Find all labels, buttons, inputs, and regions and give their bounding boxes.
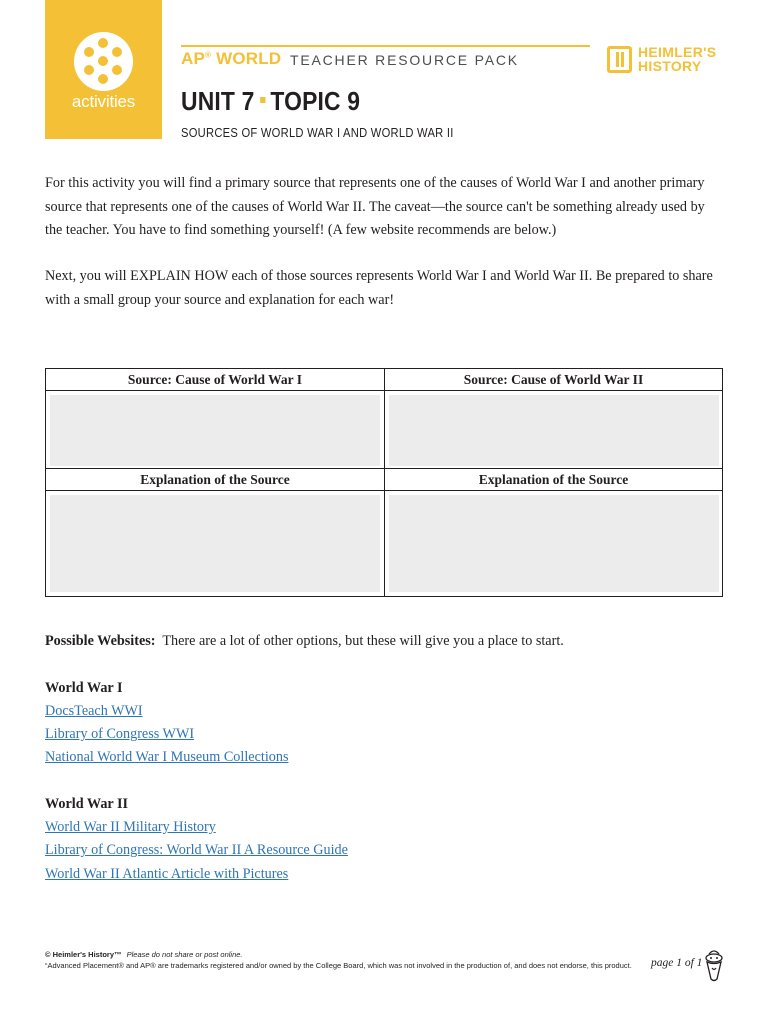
ww1-links-title: World War I <box>45 680 123 696</box>
intro-paragraph-2: Next, you will EXPLAIN HOW each of those sources represents World War I and World War II. Be prepared to share with a small group your source and explanation for each war! <box>45 268 713 308</box>
footer-note: Please do not share or post online. <box>126 950 243 959</box>
footer-copyright <box>45 950 243 959</box>
logo-mark-icon <box>607 46 632 73</box>
link-loc-ww2-guide[interactable]: Library of Congress: World War II A Resource Guide <box>45 842 348 858</box>
header-explanation-ww2: Explanation of the Source <box>385 469 722 491</box>
page-title <box>181 86 360 117</box>
course-name: AP® WORLD <box>181 49 282 68</box>
page-subtitle: SOURCES OF WORLD WAR I AND WORLD WAR II <box>181 125 454 140</box>
websites-text: There are a lot of other options, but these will give you a place to start. <box>162 633 564 649</box>
possible-websites-line <box>45 630 564 653</box>
heimler-mascot-icon <box>703 948 725 982</box>
header-explanation-ww1: Explanation of the Source <box>46 469 384 491</box>
topic-label: TOPIC 9 <box>270 86 361 116</box>
footer-trademark: “Advanced Placement® and AP® are trademarks registered and/or owned by the College Board, which was not involved in the production of, and does not endorse, this product. <box>45 961 632 970</box>
explanation-ww1-input[interactable] <box>50 495 380 592</box>
header-source-ww1: Source: Cause of World War I <box>46 369 384 391</box>
source-ww1-input[interactable] <box>50 395 380 466</box>
intro-paragraph-1: For this activity you will find a primary source that represents one of the causes of World War I and another primary source that represents one of the causes of World War II. The caveat—the source can't be something already used by the teacher. You have to find something yourself! (A few website recommends are below.) <box>45 175 705 238</box>
unit-label: UNIT 7 <box>181 86 255 116</box>
explanation-ww2-input[interactable] <box>389 495 719 592</box>
footer-copyright-text: © Heimler's History™ <box>45 950 122 959</box>
source-worksheet-table <box>45 368 723 597</box>
logo-line-1: HEIMLER'S <box>638 44 717 60</box>
ww2-links-title: World War II <box>45 796 129 812</box>
logo-line-2: HISTORY <box>638 58 702 74</box>
link-loc-wwi[interactable]: Library of Congress WWI <box>45 726 195 742</box>
link-ww1-museum[interactable]: National World War I Museum Collections <box>45 749 289 765</box>
websites-lead: Possible Websites: <box>45 633 156 649</box>
link-docsteach-wwi[interactable]: DocsTeach WWI <box>45 703 143 719</box>
activities-dots-icon <box>74 32 133 91</box>
link-ww2-military-history[interactable]: World War II Military History <box>45 819 216 835</box>
header-rule <box>181 45 590 47</box>
page-number: page 1 of 1 <box>651 957 703 969</box>
header-source-ww2: Source: Cause of World War II <box>385 369 722 391</box>
title-separator <box>260 97 265 103</box>
heimlers-history-logo <box>607 46 725 74</box>
link-ww2-atlantic[interactable]: World War II Atlantic Article with Pictures <box>45 866 289 882</box>
resource-pack-label: TEACHER RESOURCE PACK <box>290 52 519 68</box>
activities-tab <box>45 0 162 139</box>
activities-label: activities <box>71 92 136 111</box>
source-ww2-input[interactable] <box>389 395 719 466</box>
